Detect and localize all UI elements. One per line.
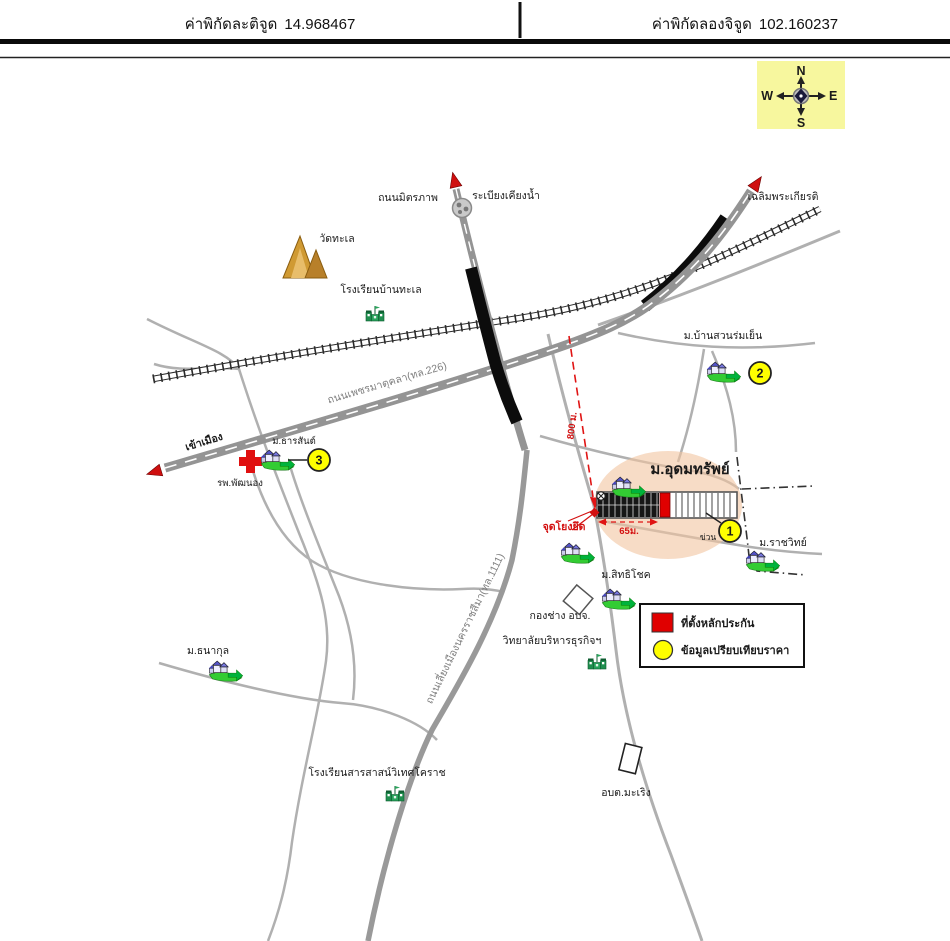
label-abt-mareng: อบต.มะเริง	[601, 787, 651, 799]
minor-road-west	[147, 319, 327, 941]
compass-center-dot	[799, 94, 802, 97]
arrow-chaloem	[748, 173, 766, 192]
latitude-value: 14.968467	[284, 16, 356, 33]
label-hospital: รพ.พัฒนอง	[217, 478, 263, 489]
label-to-town: เข้าเมือง	[183, 430, 225, 454]
legend-collateral-swatch	[652, 613, 673, 632]
compass-n-label: N	[796, 64, 806, 78]
legend-comparison-swatch	[654, 641, 673, 660]
legend	[640, 604, 804, 667]
minor-road-thanakul	[159, 663, 437, 740]
label-road-226: ถนนเพชรมาตุคลา(ทล.226)	[326, 359, 449, 407]
badge-2	[749, 362, 771, 384]
distance-65-label: 65ม.	[619, 526, 639, 537]
village-icon-suan-rom-yen	[707, 362, 741, 382]
arrow-to-town	[145, 464, 163, 480]
badge-2-number: 2	[756, 366, 764, 381]
school-icon-sarasas	[386, 786, 404, 801]
longitude-text	[652, 16, 838, 33]
minor-road-village	[291, 469, 354, 700]
village-icon-thanakul	[209, 661, 243, 681]
label-sarasas: โรงเรียนสารสาสน์วิเทศโคราช	[308, 767, 446, 779]
label-thanakul: ม.ธนากุล	[186, 645, 230, 657]
label-kong-chang: กองช่าง อบจ.	[529, 610, 591, 622]
collateral-plot-marker	[660, 493, 670, 517]
badge-3	[308, 449, 330, 471]
label-than-san: ม.ธารสันต์	[272, 436, 316, 447]
label-ratchawit: ม.ราชวิทย์	[759, 537, 807, 549]
label-ban-suan-rom-yen: ม.บ้านสวนร่มเย็น	[683, 330, 763, 342]
compass-s-label: S	[796, 116, 806, 130]
village-icon-sitthichok	[602, 589, 636, 609]
village-icon-unlabeled	[561, 543, 595, 563]
badge-1-number: 1	[726, 524, 734, 539]
badge-1	[719, 520, 741, 542]
label-bypass-1111: ถนนเลี่ยงเมืองนครราชสีมา(ทล.1111)	[423, 551, 508, 706]
arrow-mittraphap-north	[447, 171, 462, 188]
label-sitthichok: ม.สิทธิโชค	[601, 569, 651, 581]
label-udom-sap: ม.อุดมทรัพย์	[650, 461, 730, 478]
school-icon-ban-thale	[366, 306, 384, 321]
overpass-mittraphap	[471, 268, 517, 422]
road-bypass-1111	[368, 450, 527, 941]
minor-road-hospital	[253, 471, 503, 592]
label-wat-thale: วัดทะเล	[319, 233, 355, 245]
compass-w-label: W	[761, 89, 773, 103]
longitude-label: ค่าพิกัดลองจิจูด	[651, 16, 752, 33]
label-ban-thale-school: โรงเรียนบ้านทะเล	[340, 284, 422, 296]
school-icon-college	[588, 654, 606, 669]
label-chaloem-phrakiat: เฉลิมพระเกียรติ	[747, 191, 819, 203]
badge-3-number: 3	[315, 453, 323, 468]
legend-collateral-label: ที่ตั้งหลักประกัน	[681, 618, 755, 630]
minor-road-east-branch1	[678, 349, 704, 462]
longitude-value: 102.160237	[758, 16, 839, 33]
label-business-college: วิทยาลัยบริหารธุรกิจฯ	[502, 635, 602, 647]
label-tie-point: จุดโยงยึด	[542, 521, 586, 533]
latitude-label: ค่าพิกัดละติจูด	[184, 16, 278, 33]
compass-e-label: E	[829, 89, 838, 103]
label-rabiang-khiang-nam: ระเบียงเคียงน้ำ	[472, 190, 540, 202]
boundary-line-east	[742, 486, 814, 489]
header	[0, 2, 950, 58]
water-terrace-icon	[453, 199, 472, 218]
village-icon-ratchawit	[746, 551, 780, 571]
label-soi: ข่วน	[699, 532, 717, 542]
compass-rose	[757, 61, 845, 130]
legend-comparison-label: ข้อมูลเปรียบเทียบราคา	[681, 645, 790, 657]
label-dist-800: 800 ม.	[565, 411, 580, 440]
label-mittraphap: ถนนมิตรภาพ	[378, 192, 438, 204]
latitude-text	[185, 16, 356, 33]
building-abt-mareng	[619, 743, 642, 773]
hospital-icon	[239, 450, 262, 473]
